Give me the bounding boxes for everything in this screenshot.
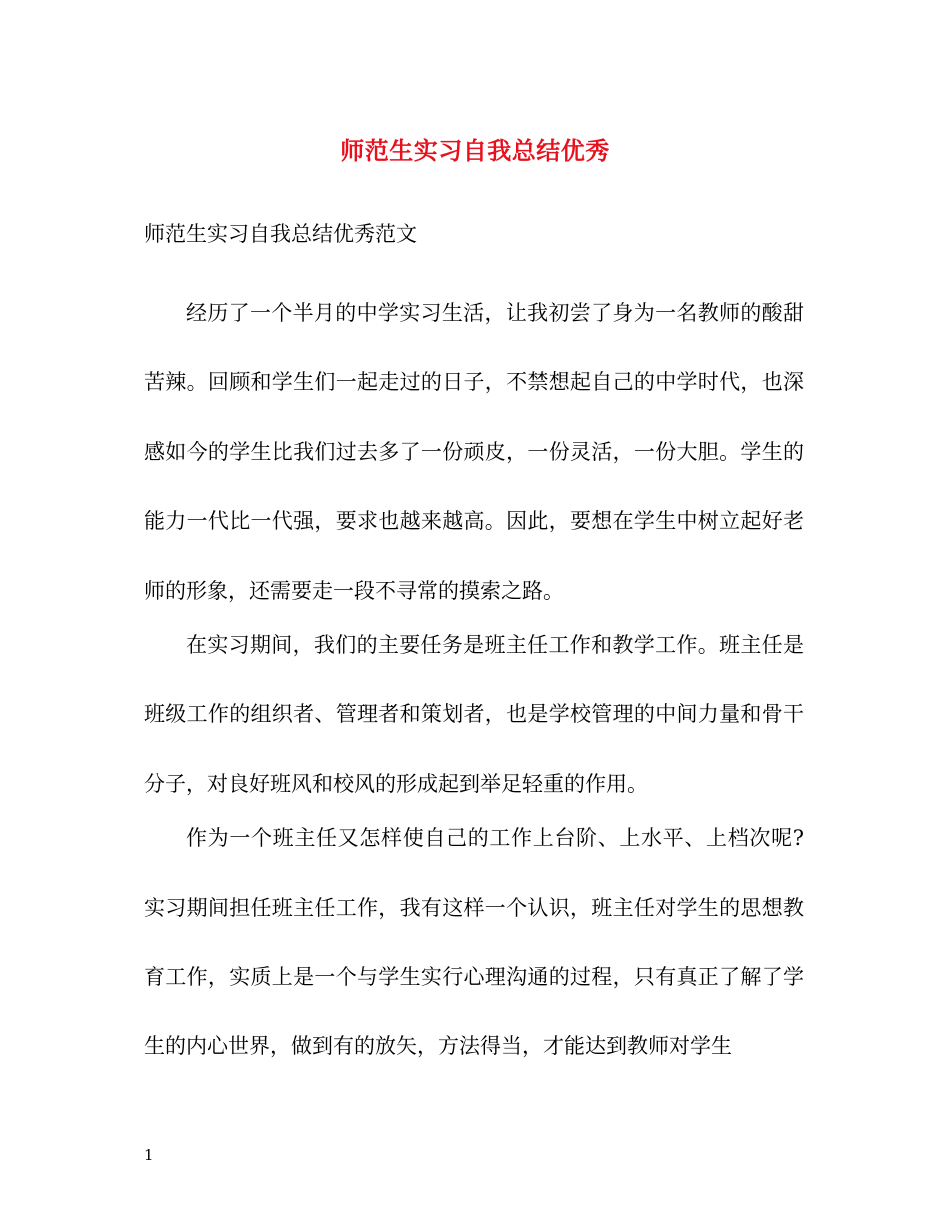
page-number: 1 [144,1146,154,1164]
body-paragraph: 作为一个班主任又怎样使自己的工作上台阶、上水平、上档次呢?实习期间担任班主任工作，我有这样一个认识，班主任对学生的思想教育工作，实质上是一个与学生实行心理沟通的过程，只有真正了解了学生的内心世界，做到有的放矢，方法得当，才能达到教师对学生 [144,826,804,1059]
document-title: 师范生实习自我总结优秀 [340,136,610,165]
body-paragraph: 在实习期间，我们的主要任务是班主任工作和教学工作。班主任是班级工作的组织者、管理者和策划者，也是学校管理的中间力量和骨干分子，对良好班风和校风的形成起到举足轻重的作用。 [144,633,804,796]
document-body [144,215,804,1082]
document-subtitle: 师范生实习自我总结优秀范文 [144,222,417,246]
body-paragraph: 经历了一个半月的中学实习生活，让我初尝了身为一名教师的酸甜苦辣。回顾和学生们一起走过的日子，不禁想起自己的中学时代，也深感如今的学生比我们过去多了一份顽皮，一份灵活，一份大胆。学生的能力一代比一代强，要求也越来越高。因此，要想在学生中树立起好老师的形象，还需要走一段不寻常的摸索之路。 [144,301,804,603]
